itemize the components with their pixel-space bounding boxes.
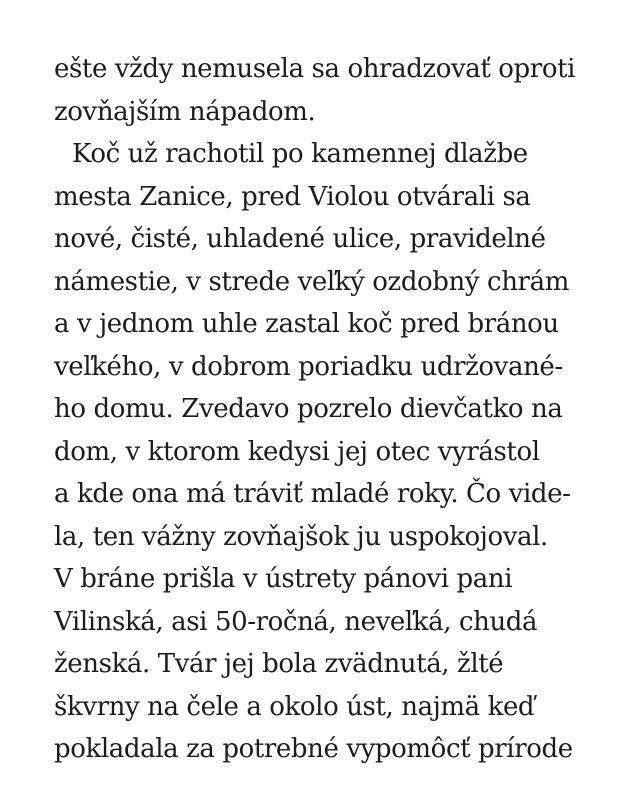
text-line: mesta Zanice, pred Violou otvárali sa [54,181,531,212]
text-line: dom, v ktorom kedysi jej otec vyrástol [54,436,540,467]
text-line: Vilinská, asi 50-ročná, neveľká, chudá [54,606,538,637]
text-line: a v jednom uhle zastal koč pred bránou [54,309,559,339]
paragraph-start-line: Koč už rachotil po kamennej dlažbe [72,139,528,169]
text-line: ho domu. Zvedavo pozrelo dievčatko na [54,394,563,424]
text-line: V bráne prišla v ústrety pánovi pani [54,564,513,594]
text-line: námestie, v strede veľký ozdobný chrám [54,266,569,297]
text-line: ženská. Tvár jej bola zvädnutá, žlté [54,649,504,679]
text-block [54,48,600,771]
text-line: veľkého, v dobrom poriadku udržované- [54,351,563,382]
text-line: škvrny na čele a okolo úst, najmä keď [54,691,535,722]
text-line: ešte vždy nemusela sa ohradzovať oproti [54,54,576,84]
text-line: zovňajším nápadom. [54,96,316,127]
text-line: a kde ona má tráviť mladé roky. Čo vide- [54,479,571,509]
text-line: nové, čisté, uhladené ulice, pravidelné [54,224,546,254]
text-line: la, ten vážny zovňajšok ju uspokojoval. [54,521,548,552]
text-line: pokladala za potrebné vypomôcť prírode [54,734,573,764]
